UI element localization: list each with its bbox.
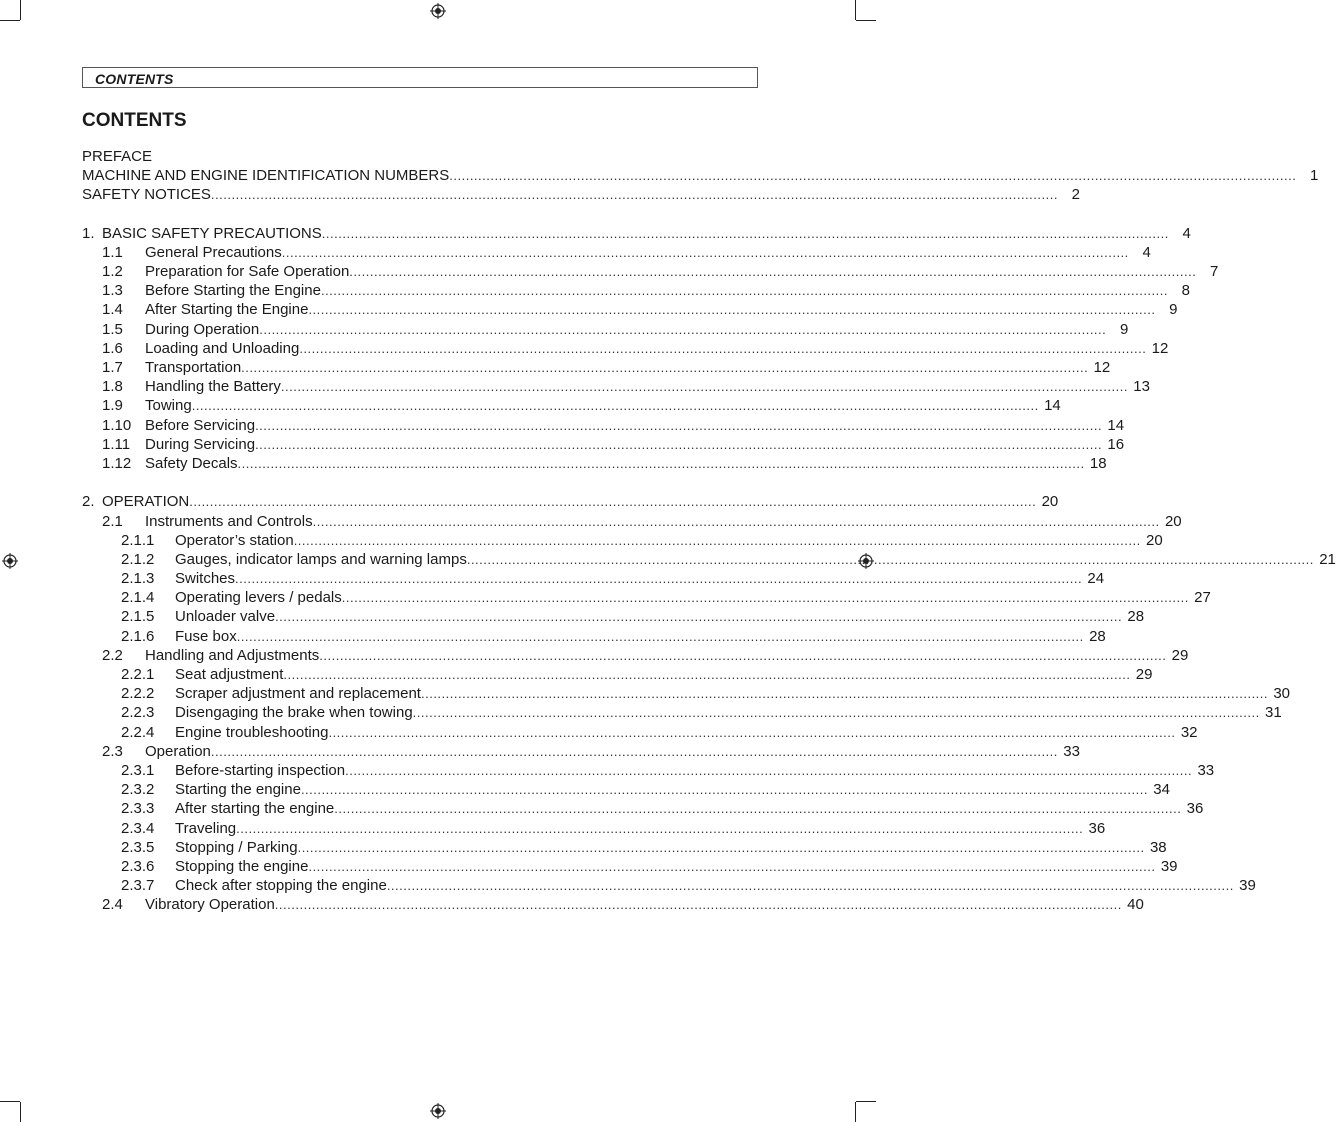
toc-entry-title: Unloader valve (175, 608, 276, 626)
toc-entry-page: 18 (1089, 454, 1107, 472)
toc-entry-number: 2.3.1 (121, 761, 155, 779)
toc-entry[interactable] (82, 780, 1170, 799)
registration-mark-icon (2, 553, 18, 569)
toc-entry-title: Before Starting the Engine (145, 282, 321, 300)
toc-dot-leader: .............................................................................................................................................................................................................. (236, 820, 1084, 836)
toc-entry-number: 1.9 (102, 397, 123, 415)
toc-entry[interactable] (82, 550, 1336, 569)
toc-entry[interactable] (82, 876, 1256, 895)
toc-entry-number: 1.8 (102, 378, 123, 396)
toc-entry-title: Handling and Adjustments (145, 646, 320, 664)
toc-entry-page: 14 (1107, 416, 1125, 434)
toc-entry-number: 1.7 (102, 359, 123, 377)
toc-dot-leader: .............................................................................................................................................................................................................. (308, 302, 1156, 318)
toc-entry-number: 2.3.5 (121, 838, 155, 856)
toc-entry[interactable] (82, 895, 1144, 914)
toc-dot-leader: .............................................................................................................................................................................................................. (293, 532, 1141, 548)
toc-entry-number: 1.4 (102, 301, 123, 319)
toc-dot-leader: .............................................................................................................................................................................................................. (235, 571, 1083, 587)
toc-dot-leader: .............................................................................................................................................................................................................. (300, 782, 1148, 798)
toc-entry-page: 1 (1309, 167, 1319, 185)
toc-entry-page: 4 (1142, 243, 1151, 261)
toc-entry-page: 20 (1164, 512, 1182, 530)
crop-mark (856, 20, 876, 21)
registration-mark-icon (430, 1103, 446, 1119)
toc-dot-leader: .............................................................................................................................................................................................................. (345, 762, 1193, 778)
toc-entry-page: 2 (1071, 186, 1080, 204)
toc-entry-number: 2.1.6 (121, 627, 155, 645)
toc-entry-number: 1.11 (102, 435, 131, 453)
toc-entry-number: 2.4 (102, 896, 123, 914)
toc-dot-leader: .............................................................................................................................................................................................................. (449, 168, 1297, 184)
toc-entry-page: 12 (1093, 359, 1111, 377)
toc-entry-page: 40 (1127, 896, 1144, 914)
toc-entry-number: 2.2.2 (121, 685, 155, 703)
toc-dot-leader: .............................................................................................................................................................................................................. (281, 244, 1129, 260)
toc-entry-title: Preparation for Safe Operation (145, 263, 350, 281)
toc-entry-number: 1.2 (102, 263, 123, 281)
toc-dot-leader: .............................................................................................................................................................................................................. (274, 897, 1122, 913)
toc-entry-title: Stopping / Parking (175, 838, 298, 856)
toc-entry-number: 1.1 (102, 243, 123, 261)
toc-entry-title: Seat adjustment (175, 666, 284, 684)
toc-entry-page: 32 (1180, 723, 1198, 741)
toc-entry-title: After Starting the Engine (145, 301, 309, 319)
toc-entry-number: 2.2 (102, 646, 123, 664)
toc-entry[interactable] (82, 665, 1153, 684)
toc-entry[interactable] (82, 416, 1125, 435)
toc-entry-number: 2.3.3 (121, 800, 155, 818)
toc-entry-page: 28 (1127, 608, 1145, 626)
toc-entry[interactable] (82, 377, 1150, 396)
toc-entry[interactable] (82, 185, 1080, 204)
toc-entry-title: Gauges, indicator lamps and warning lamps (175, 550, 467, 568)
toc-entry-title: Starting the engine (175, 781, 301, 799)
toc-dot-leader: .............................................................................................................................................................................................................. (280, 379, 1128, 395)
toc-entry-title: Check after stopping the engine (175, 877, 387, 895)
toc-entry[interactable] (82, 531, 1163, 550)
registration-mark-icon (430, 3, 446, 19)
toc-entry-title: During Servicing (145, 435, 256, 453)
toc-entry-number: 2.1.5 (121, 608, 155, 626)
toc-entry-number: 1. (82, 224, 95, 242)
toc-spacer (82, 205, 682, 224)
toc-entry[interactable] (82, 320, 1129, 339)
toc-entry[interactable] (82, 761, 1215, 780)
crop-mark (855, 1102, 856, 1122)
toc-entry[interactable] (82, 358, 1111, 377)
toc-entry-title: Scraper adjustment and replacement (175, 685, 421, 703)
toc-entry-page: 13 (1133, 378, 1150, 396)
toc-entry-page: 33 (1197, 761, 1215, 779)
toc-entry[interactable] (82, 723, 1198, 742)
toc-entry-page: 9 (1119, 320, 1129, 338)
toc-entry-title: Towing (145, 397, 192, 415)
toc-entry-page: 16 (1107, 435, 1125, 453)
toc-entry[interactable] (82, 819, 1106, 838)
toc-entry-page: 9 (1169, 301, 1178, 319)
toc-dot-leader: .............................................................................................................................................................................................................. (210, 743, 1058, 759)
toc-entry-number: 2.3 (102, 742, 123, 760)
toc-entry-number: 2.1.4 (121, 589, 155, 607)
toc-dot-leader: .............................................................................................................................................................................................................. (299, 340, 1147, 356)
toc-entry-page: 27 (1194, 589, 1211, 607)
toc-entry-page: 33 (1063, 742, 1080, 760)
toc-entry[interactable] (82, 646, 1189, 665)
crop-mark (20, 0, 21, 20)
toc-entry[interactable] (82, 339, 1169, 358)
toc-dot-leader: .............................................................................................................................................................................................................. (241, 360, 1089, 376)
toc-entry-page: 39 (1239, 877, 1256, 895)
toc-entry-page: 28 (1089, 627, 1106, 645)
toc-entry-title: During Operation (145, 320, 260, 338)
toc-entry-title: Before-starting inspection (175, 761, 346, 779)
toc-entry-page: 12 (1151, 339, 1169, 357)
toc-entry[interactable] (82, 703, 1282, 722)
toc-entry-title: Handling the Battery (145, 378, 281, 396)
toc-entry-title: Safety Decals (145, 454, 238, 472)
toc-entry[interactable] (82, 492, 1059, 511)
toc-entry-number: 2.2.4 (121, 723, 155, 741)
toc-entry-title: Operator’s station (175, 531, 294, 549)
toc-entry[interactable] (82, 857, 1178, 876)
toc-entry-page: 30 (1273, 685, 1291, 703)
toc-entry[interactable] (82, 569, 1105, 588)
toc-entry-number: 2.3.2 (121, 781, 155, 799)
toc-entry-title: Operating levers / pedals (175, 589, 342, 607)
toc-dot-leader: .............................................................................................................................................................................................................. (275, 609, 1123, 625)
toc-entry[interactable] (82, 838, 1167, 857)
toc-entry-title: PREFACE (82, 147, 153, 165)
toc-dot-leader: .............................................................................................................................................................................................................. (349, 264, 1197, 280)
crop-mark (856, 1101, 876, 1102)
toc-entry-title: OPERATION (102, 493, 190, 511)
toc-entry-page: 29 (1135, 666, 1153, 684)
toc-entry-title: Vibratory Operation (145, 896, 275, 914)
toc-entry-number: 1.5 (102, 320, 123, 338)
toc-entry-page: 34 (1153, 781, 1170, 799)
toc-entry[interactable] (82, 684, 1291, 703)
toc-dot-leader: .............................................................................................................................................................................................................. (320, 283, 1168, 299)
crop-mark (20, 1102, 21, 1122)
toc-entry-number: 2.3.4 (121, 819, 155, 837)
toc-entry-title: Traveling (175, 819, 237, 837)
toc-entry-page: 31 (1265, 704, 1282, 722)
toc-entry[interactable] (82, 301, 1178, 320)
toc-dot-leader: .............................................................................................................................................................................................................. (334, 801, 1182, 817)
toc-entry[interactable] (82, 627, 1106, 646)
toc-entry-page: 36 (1088, 819, 1106, 837)
toc-entry[interactable] (82, 742, 1080, 761)
toc-dot-leader: .............................................................................................................................................................................................................. (321, 225, 1169, 241)
toc-entry-number: 1.12 (102, 454, 132, 472)
toc-entry-title: Switches (175, 570, 236, 588)
toc-entry[interactable] (82, 435, 1125, 454)
table-of-contents (82, 147, 1336, 915)
toc-entry-number: 1.6 (102, 339, 123, 357)
toc-dot-leader: .............................................................................................................................................................................................................. (319, 647, 1167, 663)
toc-entry-title: After starting the engine (175, 800, 335, 818)
toc-entry-number: 2.1.2 (121, 550, 155, 568)
toc-entry[interactable] (82, 224, 1191, 243)
crop-mark (855, 0, 856, 20)
toc-dot-leader: .............................................................................................................................................................................................................. (259, 321, 1107, 337)
toc-dot-leader: .............................................................................................................................................................................................................. (255, 417, 1103, 433)
toc-entry-number: 2.2.3 (121, 704, 155, 722)
toc-dot-leader: .............................................................................................................................................................................................................. (328, 724, 1176, 740)
toc-entry-page: 20 (1146, 531, 1163, 549)
toc-entry-title: SAFETY NOTICES (82, 186, 211, 204)
toc-entry-page: 4 (1182, 224, 1191, 242)
toc-dot-leader: .............................................................................................................................................................................................................. (189, 494, 1037, 510)
toc-entry-title: MACHINE AND ENGINE IDENTIFICATION NUMBERS (82, 167, 450, 185)
toc-entry-page: 39 (1160, 857, 1178, 875)
toc-dot-leader: .............................................................................................................................................................................................................. (255, 436, 1103, 452)
toc-dot-leader: .............................................................................................................................................................................................................. (191, 398, 1039, 414)
toc-entry-number: 2. (82, 493, 95, 511)
toc-entry-number: 2.1 (102, 512, 123, 530)
toc-entry-title: Transportation (145, 359, 242, 377)
toc-dot-leader: .............................................................................................................................................................................................................. (308, 858, 1156, 874)
toc-entry-page: 20 (1041, 493, 1059, 511)
toc-entry[interactable] (82, 512, 1182, 531)
toc-dot-leader: .............................................................................................................................................................................................................. (236, 628, 1084, 644)
toc-dot-leader: .............................................................................................................................................................................................................. (237, 455, 1085, 471)
toc-entry-number: 2.1.1 (121, 531, 155, 549)
toc-dot-leader: .............................................................................................................................................................................................................. (210, 187, 1058, 203)
toc-dot-leader: .............................................................................................................................................................................................................. (386, 878, 1234, 894)
toc-entry-title: Before Servicing (145, 416, 256, 434)
toc-dot-leader: .............................................................................................................................................................................................................. (420, 686, 1269, 702)
toc-entry[interactable] (82, 166, 1319, 185)
toc-entry[interactable] (82, 281, 1190, 300)
toc-dot-leader: .............................................................................................................................................................................................................. (297, 839, 1145, 855)
running-header-label: CONTENTS (95, 71, 174, 87)
toc-dot-leader: .............................................................................................................................................................................................................. (341, 590, 1189, 606)
toc-entry[interactable] (82, 396, 1061, 415)
toc-entry[interactable] (82, 588, 1211, 607)
toc-entry-number: 2.1.3 (121, 570, 155, 588)
toc-entry-title: Stopping the engine (175, 857, 309, 875)
toc-dot-leader: .............................................................................................................................................................................................................. (466, 551, 1314, 567)
toc-entry-title: Loading and Unloading (145, 339, 300, 357)
toc-spacer (82, 473, 682, 492)
toc-entry-page: 36 (1186, 800, 1204, 818)
toc-entry[interactable] (82, 147, 682, 166)
toc-entry-title: Instruments and Controls (145, 512, 313, 530)
toc-entry-number: 2.3.6 (121, 857, 155, 875)
toc-entry-title: BASIC SAFETY PRECAUTIONS (102, 224, 322, 242)
toc-entry-number: 2.2.1 (121, 666, 155, 684)
toc-entry-page: 29 (1171, 646, 1189, 664)
toc-entry-title: General Precautions (145, 243, 282, 261)
toc-dot-leader: .............................................................................................................................................................................................................. (312, 513, 1160, 529)
toc-entry-page: 38 (1149, 838, 1167, 856)
toc-entry-number: 2.3.7 (121, 877, 155, 895)
crop-mark (0, 1101, 20, 1102)
toc-entry[interactable] (82, 608, 1145, 627)
toc-entry-number: 1.10 (102, 416, 132, 434)
toc-dot-leader: .............................................................................................................................................................................................................. (283, 667, 1131, 683)
toc-entry[interactable] (82, 799, 1204, 818)
crop-mark (0, 20, 20, 21)
toc-entry-title: Engine troubleshooting (175, 723, 329, 741)
page-title: CONTENTS (82, 110, 187, 131)
toc-entry-page: 14 (1044, 397, 1061, 415)
running-header (82, 67, 758, 88)
toc-entry-number: 1.3 (102, 282, 123, 300)
toc-entry-page: 24 (1087, 570, 1105, 588)
toc-entry-page: 8 (1181, 282, 1190, 300)
toc-entry-page: 7 (1210, 263, 1219, 281)
toc-entry[interactable] (82, 262, 1219, 281)
toc-entry-page: 21 (1319, 550, 1336, 568)
toc-dot-leader: .............................................................................................................................................................................................................. (412, 705, 1260, 721)
toc-entry-title: Disengaging the brake when towing (175, 704, 413, 722)
toc-entry[interactable] (82, 454, 1107, 473)
toc-entry-title: Fuse box (175, 627, 237, 645)
toc-entry[interactable] (82, 243, 1151, 262)
toc-entry-title: Operation (145, 742, 211, 760)
